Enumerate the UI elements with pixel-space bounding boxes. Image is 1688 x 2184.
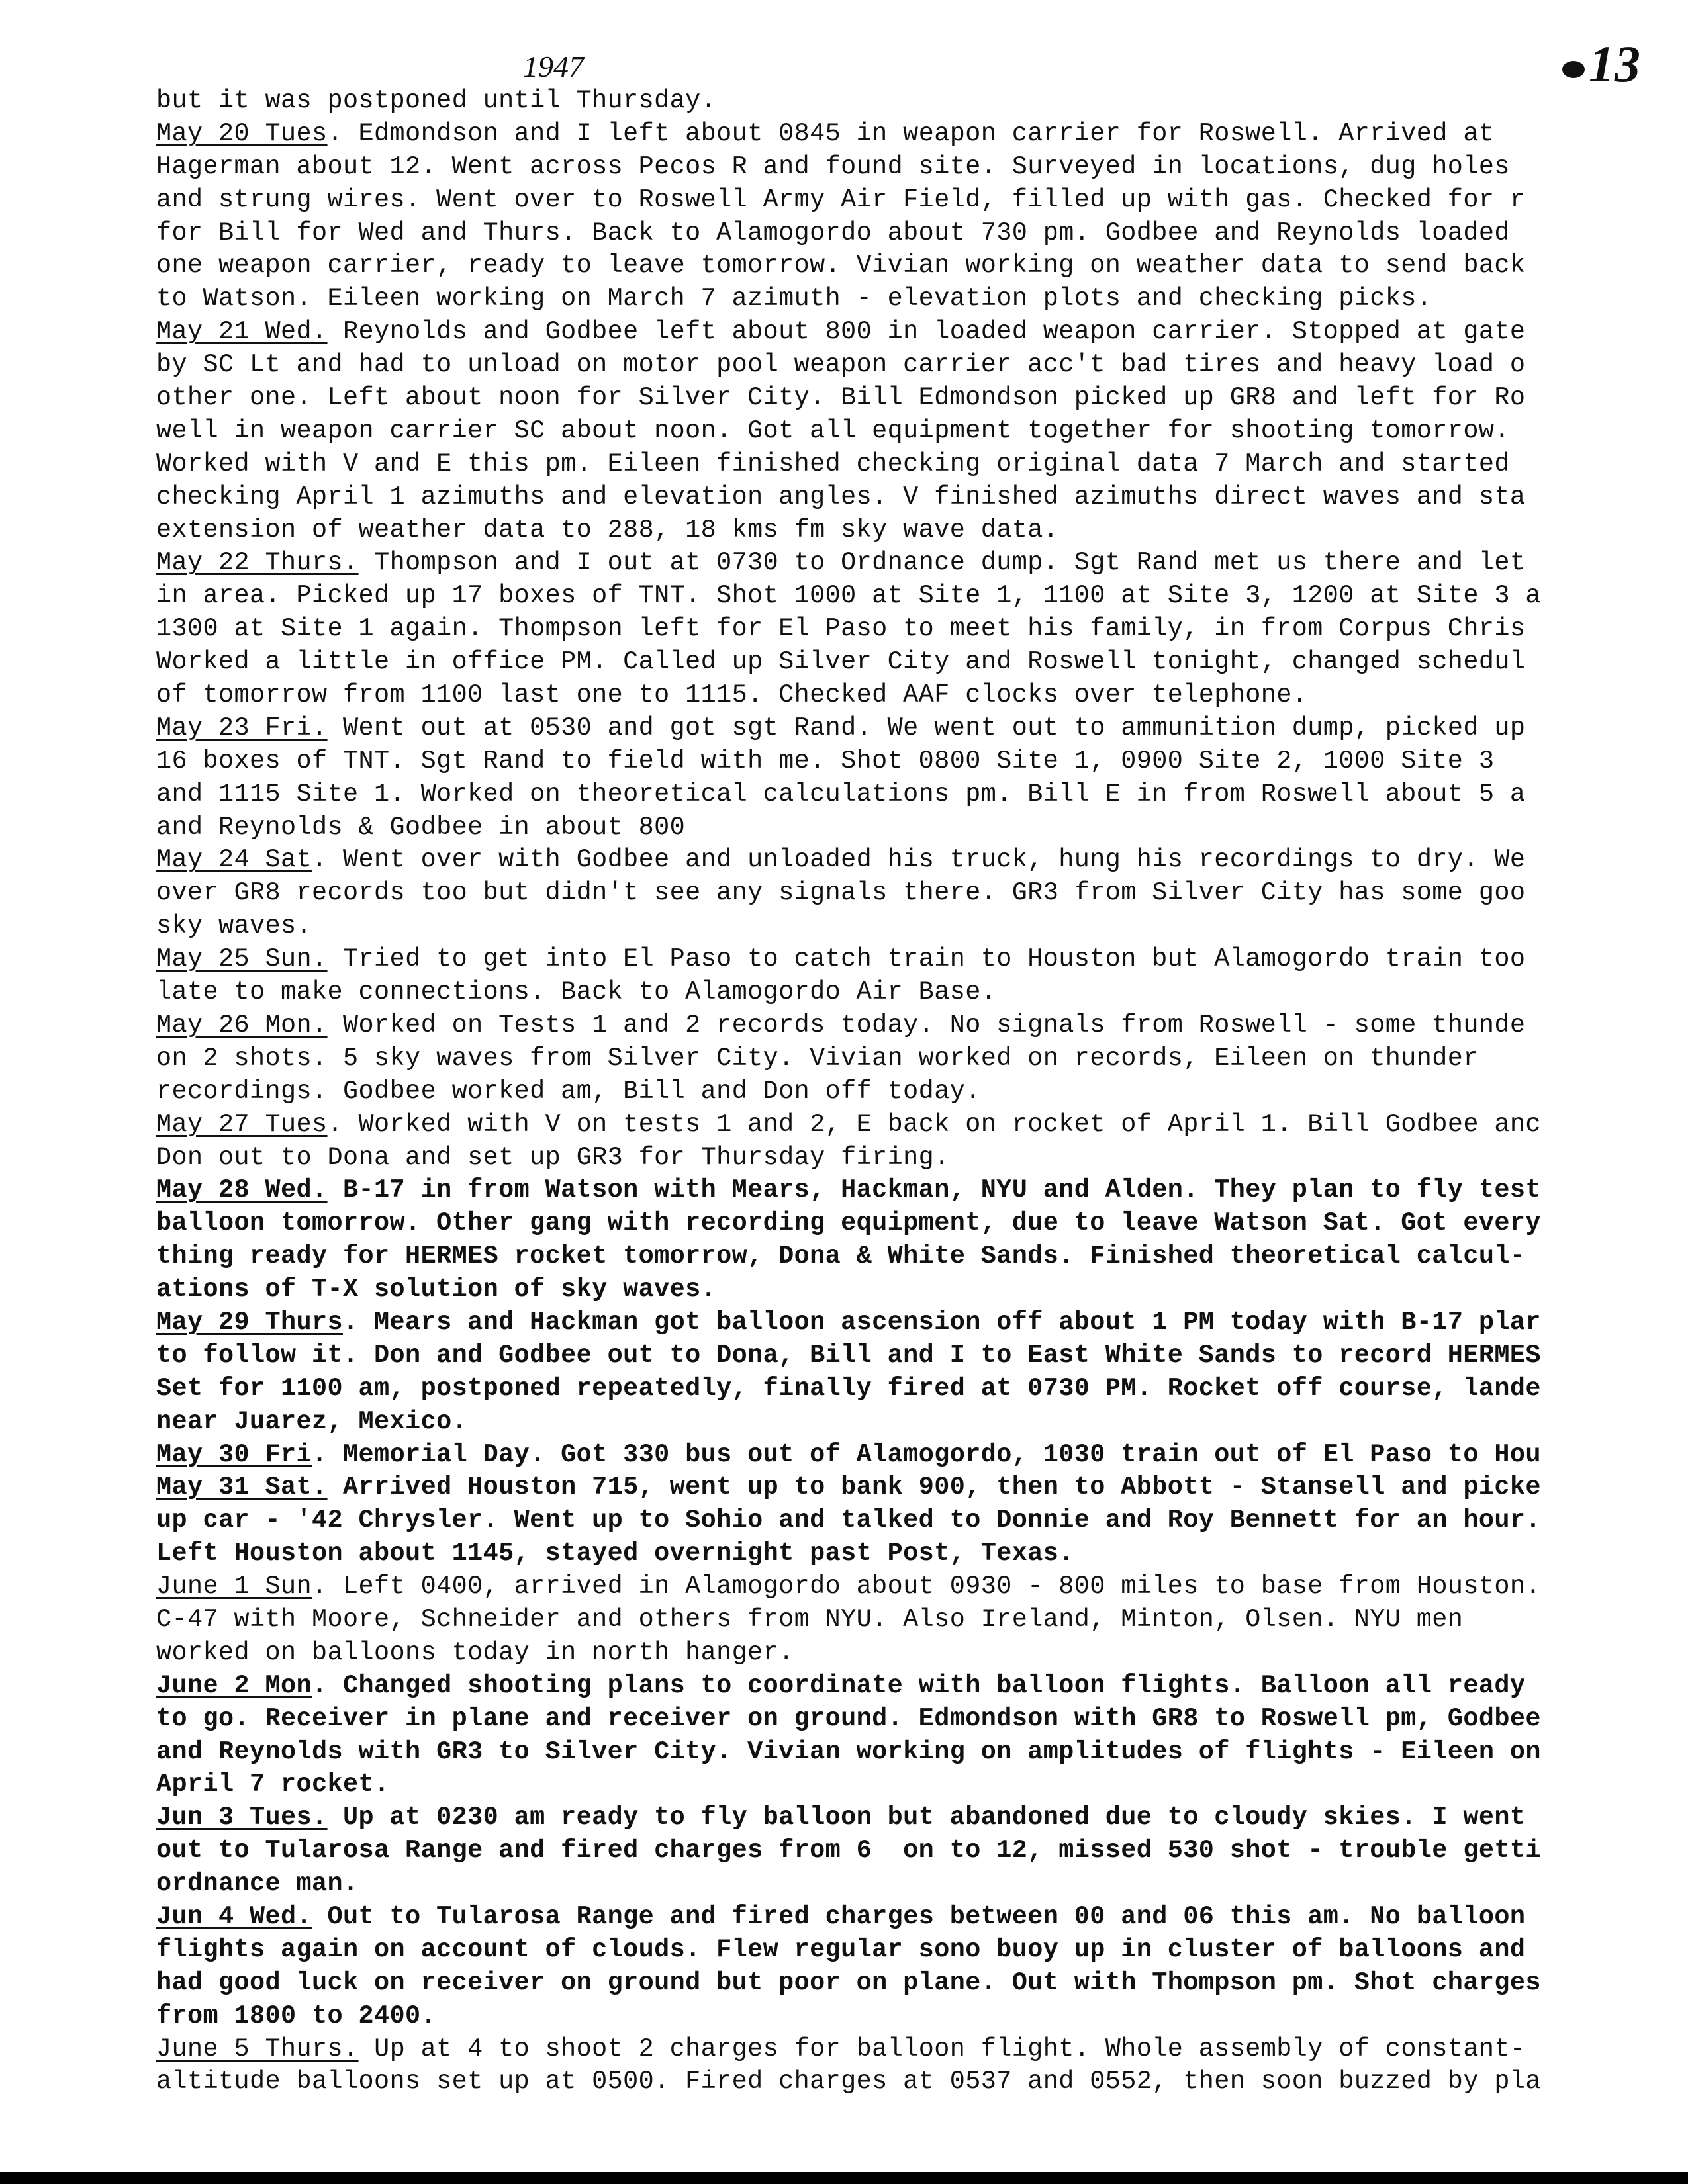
- page-year: 1947: [523, 50, 584, 83]
- entry-text: and strung wires. Went over to Roswell Army Air Field, filled up with gas. Checked for r: [156, 185, 1526, 214]
- diary-entry-start: [156, 1801, 1646, 1835]
- diary-line: [156, 217, 1646, 250]
- entry-text: to follow it. Don and Godbee out to Dona, Bill and I to East White Sands to record HERMES: [156, 1340, 1541, 1370]
- entry-text: by SC Lt and had to unload on motor pool weapon carrier acc't bad tires and heavy load o: [156, 350, 1526, 380]
- entry-date: Jun 3 Tues.: [156, 1803, 328, 1833]
- diary-line: [156, 976, 1646, 1009]
- entry-text: Set for 1100 am, postponed repeatedly, finally fired at 0730 PM. Rocket off course, lande: [156, 1373, 1541, 1403]
- entry-date: June 1 Sun: [156, 1572, 312, 1602]
- entry-text: late to make connections. Back to Alamogordo Air Base.: [156, 978, 997, 1007]
- diary-entry-start: [156, 118, 1646, 151]
- diary-line: [156, 250, 1646, 283]
- entry-text: and Reynolds & Godbee in about 800: [156, 812, 686, 842]
- entry-text: . Went over with Godbee and unloaded his truck, hung his recordings to dry. We: [312, 845, 1526, 875]
- entry-text: April 7 rocket.: [156, 1770, 390, 1799]
- diary-line: [156, 1934, 1646, 1967]
- entry-text: and Reynolds with GR3 to Silver City. Vivian working on amplitudes of flights - Eileen on: [156, 1737, 1541, 1766]
- entry-text: from 1800 to 2400.: [156, 2001, 437, 2030]
- diary-line: [156, 778, 1646, 811]
- entry-text: Don out to Dona and set up GR3 for Thursday firing.: [156, 1142, 950, 1172]
- diary-entry-start: [156, 844, 1646, 877]
- diary-line: [156, 1340, 1646, 1373]
- entry-text: one weapon carrier, ready to leave tomorrow. Vivian working on weather data to send back: [156, 251, 1526, 281]
- ink-blot-icon: [1562, 61, 1585, 78]
- diary-line: [156, 1637, 1646, 1670]
- entry-text: sky waves.: [156, 911, 312, 941]
- diary-line: [156, 646, 1646, 679]
- diary-line: [156, 877, 1646, 910]
- diary-entry-start: [156, 1174, 1646, 1207]
- entry-text: flights again on account of clouds. Flew regular sono buoy up in cluster of balloons and: [156, 1934, 1526, 1964]
- entry-text: but it was postponed until Thursday.: [156, 86, 717, 115]
- entry-text: extension of weather data to 288, 18 kms fm sky wave data.: [156, 515, 1059, 545]
- entry-date: June 5 Thurs.: [156, 2034, 359, 2064]
- diary-line: [156, 481, 1646, 514]
- diary-line: [156, 580, 1646, 613]
- diary-entry-start: [156, 1109, 1646, 1142]
- diary-line: [156, 1703, 1646, 1736]
- entry-text: over GR8 records too but didn't see any signals there. GR3 from Silver City has some goo: [156, 878, 1526, 908]
- diary-line: [156, 1537, 1646, 1570]
- entry-text: Up at 4 to shoot 2 charges for balloon flight. Whole assembly of constant-: [358, 2034, 1526, 2064]
- entry-date: May 27 Tues: [156, 1109, 328, 1139]
- diary-line: [156, 349, 1646, 382]
- entry-date: May 30 Fri: [156, 1439, 312, 1469]
- entry-text: of tomorrow from 1100 last one to 1115. Checked AAF clocks over telephone.: [156, 680, 1308, 710]
- entry-date: May 22 Thurs.: [156, 548, 359, 578]
- diary-line: [156, 85, 1646, 118]
- diary-line: [156, 679, 1646, 712]
- entry-date: May 29 Thurs: [156, 1307, 344, 1337]
- page-bottom-border: [0, 2172, 1688, 2184]
- entry-text: checking April 1 azimuths and elevation angles. V finished azimuths direct waves and sta: [156, 482, 1526, 512]
- entry-date: May 26 Mon.: [156, 1010, 328, 1040]
- entry-text: to Watson. Eileen working on March 7 azimuth - elevation plots and checking picks.: [156, 284, 1432, 314]
- entry-date: Jun 4 Wed.: [156, 1901, 312, 1931]
- diary-entry-start: [156, 1570, 1646, 1604]
- diary-line: [156, 283, 1646, 316]
- diary-text: [156, 85, 1646, 2099]
- entry-text: recordings. Godbee worked am, Bill and Don off today.: [156, 1076, 981, 1106]
- page-number-label: 13: [1589, 35, 1640, 93]
- entry-text: 16 boxes of TNT. Sgt Rand to field with me. Shot 0800 Site 1, 0900 Site 2, 1000 Site 3: [156, 746, 1495, 776]
- entry-date: May 24 Sat: [156, 845, 312, 875]
- entry-date: May 25 Sun.: [156, 944, 328, 974]
- diary-entry-start: [156, 547, 1646, 580]
- entry-text: Worked with V and E this pm. Eileen finished checking original data 7 March and started: [156, 449, 1510, 478]
- entry-text: . Left 0400, arrived in Alamogordo about 0930 - 800 miles to base from Houston.: [312, 1572, 1541, 1602]
- entry-text: Hagerman about 12. Went across Pecos R and found site. Surveyed in locations, dug holes: [156, 152, 1510, 181]
- entry-date: May 28 Wed.: [156, 1175, 328, 1205]
- entry-text: and 1115 Site 1. Worked on theoretical calculations pm. Bill E in from Roswell about 5 a: [156, 779, 1526, 809]
- diary-line: [156, 910, 1646, 943]
- entry-date: May 21 Wed.: [156, 317, 328, 347]
- entry-text: near Juarez, Mexico.: [156, 1406, 468, 1436]
- entry-text: balloon tomorrow. Other gang with recording equipment, due to leave Watson Sat. Got every: [156, 1208, 1541, 1238]
- diary-line: [156, 1075, 1646, 1109]
- diary-line: [156, 1142, 1646, 1175]
- entry-text: . Changed shooting plans to coordinate with balloon flights. Balloon all ready: [312, 1670, 1526, 1700]
- entry-text: Worked a little in office PM. Called up Silver City and Roswell tonight, changed schedul: [156, 647, 1526, 677]
- diary-line: [156, 1835, 1646, 1868]
- entry-text: ations of T-X solution of sky waves.: [156, 1275, 717, 1304]
- diary-line: [156, 1504, 1646, 1537]
- diary-line: [156, 514, 1646, 547]
- diary-line: [156, 2000, 1646, 2033]
- entry-text: on 2 shots. 5 sky waves from Silver City. Vivian worked on records, Eileen on thunder: [156, 1043, 1479, 1073]
- entry-text: had good luck on receiver on ground but poor on plane. Out with Thompson pm. Shot charges: [156, 1968, 1541, 1997]
- entry-date: May 20 Tues: [156, 118, 328, 148]
- diary-line: [156, 2066, 1646, 2099]
- diary-line: [156, 1207, 1646, 1240]
- entry-text: 1300 at Site 1 again. Thompson left for El Paso to meet his family, in from Corpus Chris: [156, 614, 1526, 644]
- diary-line: [156, 1240, 1646, 1273]
- entry-text: to go. Receiver in plane and receiver on ground. Edmondson with GR8 to Roswell pm, Godbee: [156, 1704, 1541, 1733]
- entry-text: well in weapon carrier SC about noon. Got all equipment together for shooting tomorrow.: [156, 416, 1510, 445]
- diary-line: [156, 1967, 1646, 2000]
- entry-text: ordnance man.: [156, 1869, 359, 1899]
- entry-text: Thompson and I out at 0730 to Ordnance dump. Sgt Rand met us there and let: [358, 548, 1526, 578]
- entry-text: . Worked with V on tests 1 and 2, E back on rocket of April 1. Bill Godbee anc: [327, 1109, 1541, 1139]
- diary-entry-start: [156, 1306, 1646, 1340]
- diary-entry-start: [156, 2033, 1646, 2066]
- diary-line: [156, 1868, 1646, 1901]
- diary-entry-start: [156, 316, 1646, 349]
- entry-date: May 23 Fri.: [156, 713, 328, 743]
- entry-text: Worked on Tests 1 and 2 records today. No signals from Roswell - some thunde: [327, 1010, 1526, 1040]
- diary-line: [156, 415, 1646, 448]
- entry-text: Reynolds and Godbee left about 800 in loaded weapon carrier. Stopped at gate: [327, 317, 1526, 347]
- diary-line: [156, 811, 1646, 844]
- diary-line: [156, 1406, 1646, 1439]
- entry-text: up car - '42 Chrysler. Went up to Sohio and talked to Donnie and Roy Bennett for an hour.: [156, 1506, 1541, 1535]
- diary-line: [156, 613, 1646, 646]
- entry-text: in area. Picked up 17 boxes of TNT. Shot 1000 at Site 1, 1100 at Site 3, 1200 at Site 3 a: [156, 581, 1541, 611]
- entry-date: May 31 Sat.: [156, 1473, 328, 1502]
- diary-entry-start: [156, 1471, 1646, 1504]
- entry-text: Out to Tularosa Range and fired charges between 00 and 06 this am. No balloon: [312, 1901, 1526, 1931]
- entry-text: C-47 with Moore, Schneider and others from NYU. Also Ireland, Minton, Olsen. NYU men: [156, 1604, 1464, 1634]
- entry-text: Arrived Houston 715, went up to bank 900, then to Abbott - Stansell and picke: [327, 1473, 1541, 1502]
- diary-entry-start: [156, 1670, 1646, 1703]
- entry-text: B-17 in from Watson with Mears, Hackman, NYU and Alden. They plan to fly test: [327, 1175, 1541, 1205]
- entry-text: Tried to get into El Paso to catch train to Houston but Alamogordo train too: [327, 944, 1526, 974]
- diary-line: [156, 1373, 1646, 1406]
- entry-text: altitude balloons set up at 0500. Fired charges at 0537 and 0552, then soon buzzed by pla: [156, 2067, 1541, 2097]
- entry-text: . Memorial Day. Got 330 bus out of Alamogordo, 1030 train out of El Paso to Hou: [312, 1439, 1541, 1469]
- diary-line: [156, 382, 1646, 415]
- diary-line: [156, 184, 1646, 217]
- entry-date: June 2 Mon: [156, 1670, 312, 1700]
- diary-line: [156, 151, 1646, 184]
- diary-entry-start: [156, 1901, 1646, 1934]
- entry-text: thing ready for HERMES rocket tomorrow, Dona & White Sands. Finished theoretical calcul-: [156, 1242, 1526, 1271]
- diary-entry-start: [156, 943, 1646, 976]
- diary-line: [156, 1604, 1646, 1637]
- diary-entry-start: [156, 1439, 1646, 1472]
- entry-text: Up at 0230 am ready to fly balloon but abandoned due to cloudy skies. I went: [327, 1803, 1526, 1833]
- entry-text: other one. Left about noon for Silver City. Bill Edmondson picked up GR8 and left for Ro: [156, 383, 1526, 413]
- entry-text: worked on balloons today in north hanger.: [156, 1637, 794, 1667]
- entry-text: . Edmondson and I left about 0845 in weapon carrier for Roswell. Arrived at: [327, 118, 1495, 148]
- diary-line: [156, 1736, 1646, 1769]
- entry-text: Left Houston about 1145, stayed overnight past Post, Texas.: [156, 1539, 1074, 1569]
- diary-entry-start: [156, 1009, 1646, 1042]
- diary-line: [156, 1768, 1646, 1801]
- entry-text: . Mears and Hackman got balloon ascension off about 1 PM today with B-17 plar: [343, 1307, 1541, 1337]
- entry-text: Went out at 0530 and got sgt Rand. We went out to ammunition dump, picked up: [327, 713, 1526, 743]
- diary-line: [156, 1273, 1646, 1306]
- diary-line: [156, 745, 1646, 778]
- diary-line: [156, 448, 1646, 481]
- entry-text: for Bill for Wed and Thurs. Back to Alamogordo about 730 pm. Godbee and Reynolds loaded: [156, 218, 1510, 248]
- entry-text: out to Tularosa Range and fired charges from 6 on to 12, missed 530 shot - trouble getti: [156, 1836, 1541, 1866]
- diary-line: [156, 1042, 1646, 1075]
- diary-entry-start: [156, 712, 1646, 745]
